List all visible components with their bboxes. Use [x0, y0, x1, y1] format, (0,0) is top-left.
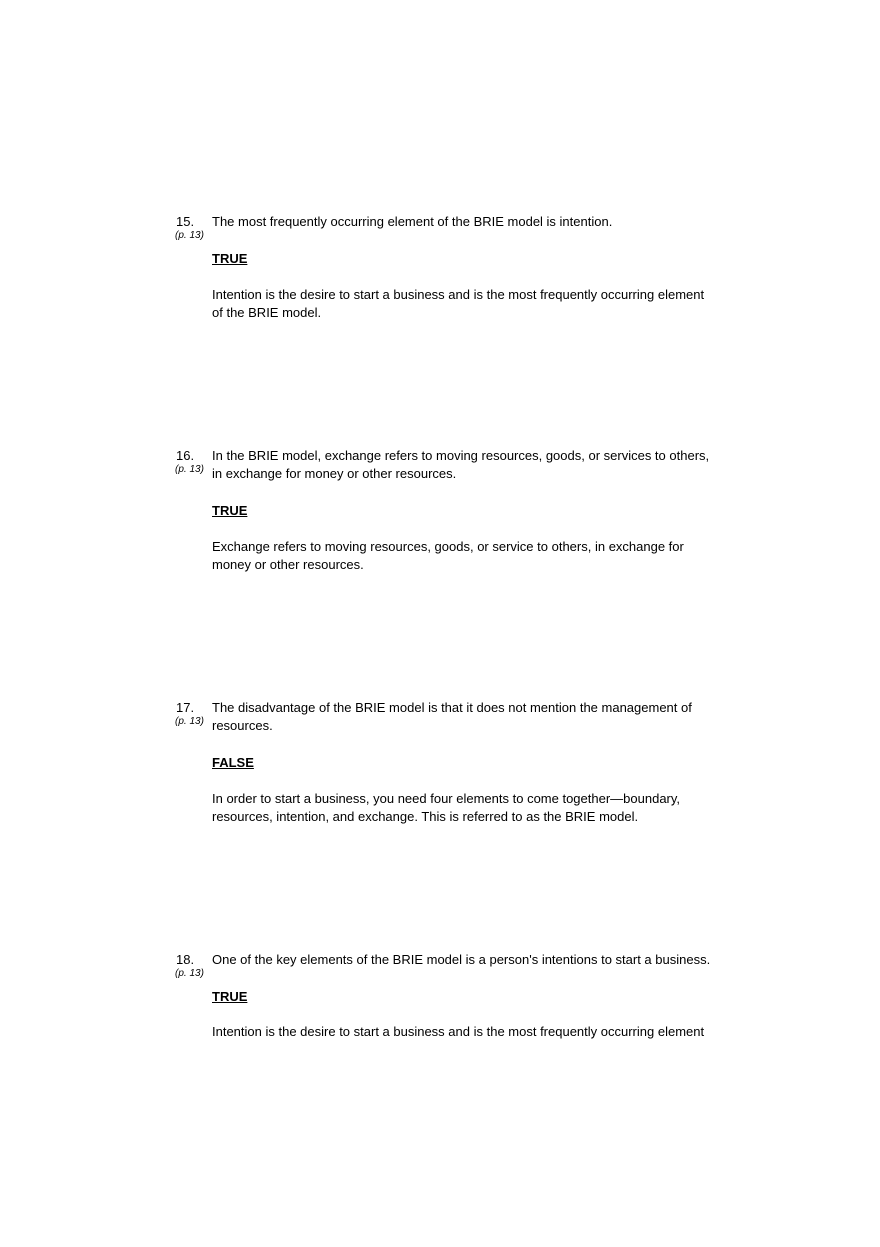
answer-explanation: Intention is the desire to start a business and is the most frequently occurring element of the BRIE model.	[212, 287, 705, 320]
question-number: 16.	[176, 448, 195, 463]
question-text: The disadvantage of the BRIE model is that it does not mention the management of resources.	[212, 700, 692, 733]
page-reference: (p. 13)	[175, 716, 204, 727]
answer-label: FALSE	[212, 755, 254, 770]
question-text: In the BRIE model, exchange refers to moving resources, goods, or services to others, in exchange for money or other resources.	[212, 448, 710, 481]
page-reference: (p. 13)	[175, 230, 204, 241]
answer-explanation: In order to start a business, you need four elements to come together—boundary, resources, intention, and exchange. This is referred to as the BRIE model.	[212, 791, 681, 824]
answer-label: TRUE	[212, 989, 248, 1004]
question-number: 17.	[176, 700, 195, 715]
question-number: 15.	[176, 214, 195, 229]
answer-explanation: Exchange refers to moving resources, goods, or service to others, in exchange for money or other resources.	[212, 539, 684, 572]
question-text: The most frequently occurring element of the BRIE model is intention.	[212, 214, 613, 229]
question-text: One of the key elements of the BRIE model is a person's intentions to start a business.	[212, 952, 711, 967]
page-reference: (p. 13)	[175, 968, 204, 979]
answer-label: TRUE	[212, 251, 248, 266]
answer-label: TRUE	[212, 503, 248, 518]
answer-explanation: Intention is the desire to start a business and is the most frequently occurring element	[212, 1024, 705, 1039]
question-number: 18.	[176, 952, 195, 967]
page-reference: (p. 13)	[175, 464, 204, 475]
